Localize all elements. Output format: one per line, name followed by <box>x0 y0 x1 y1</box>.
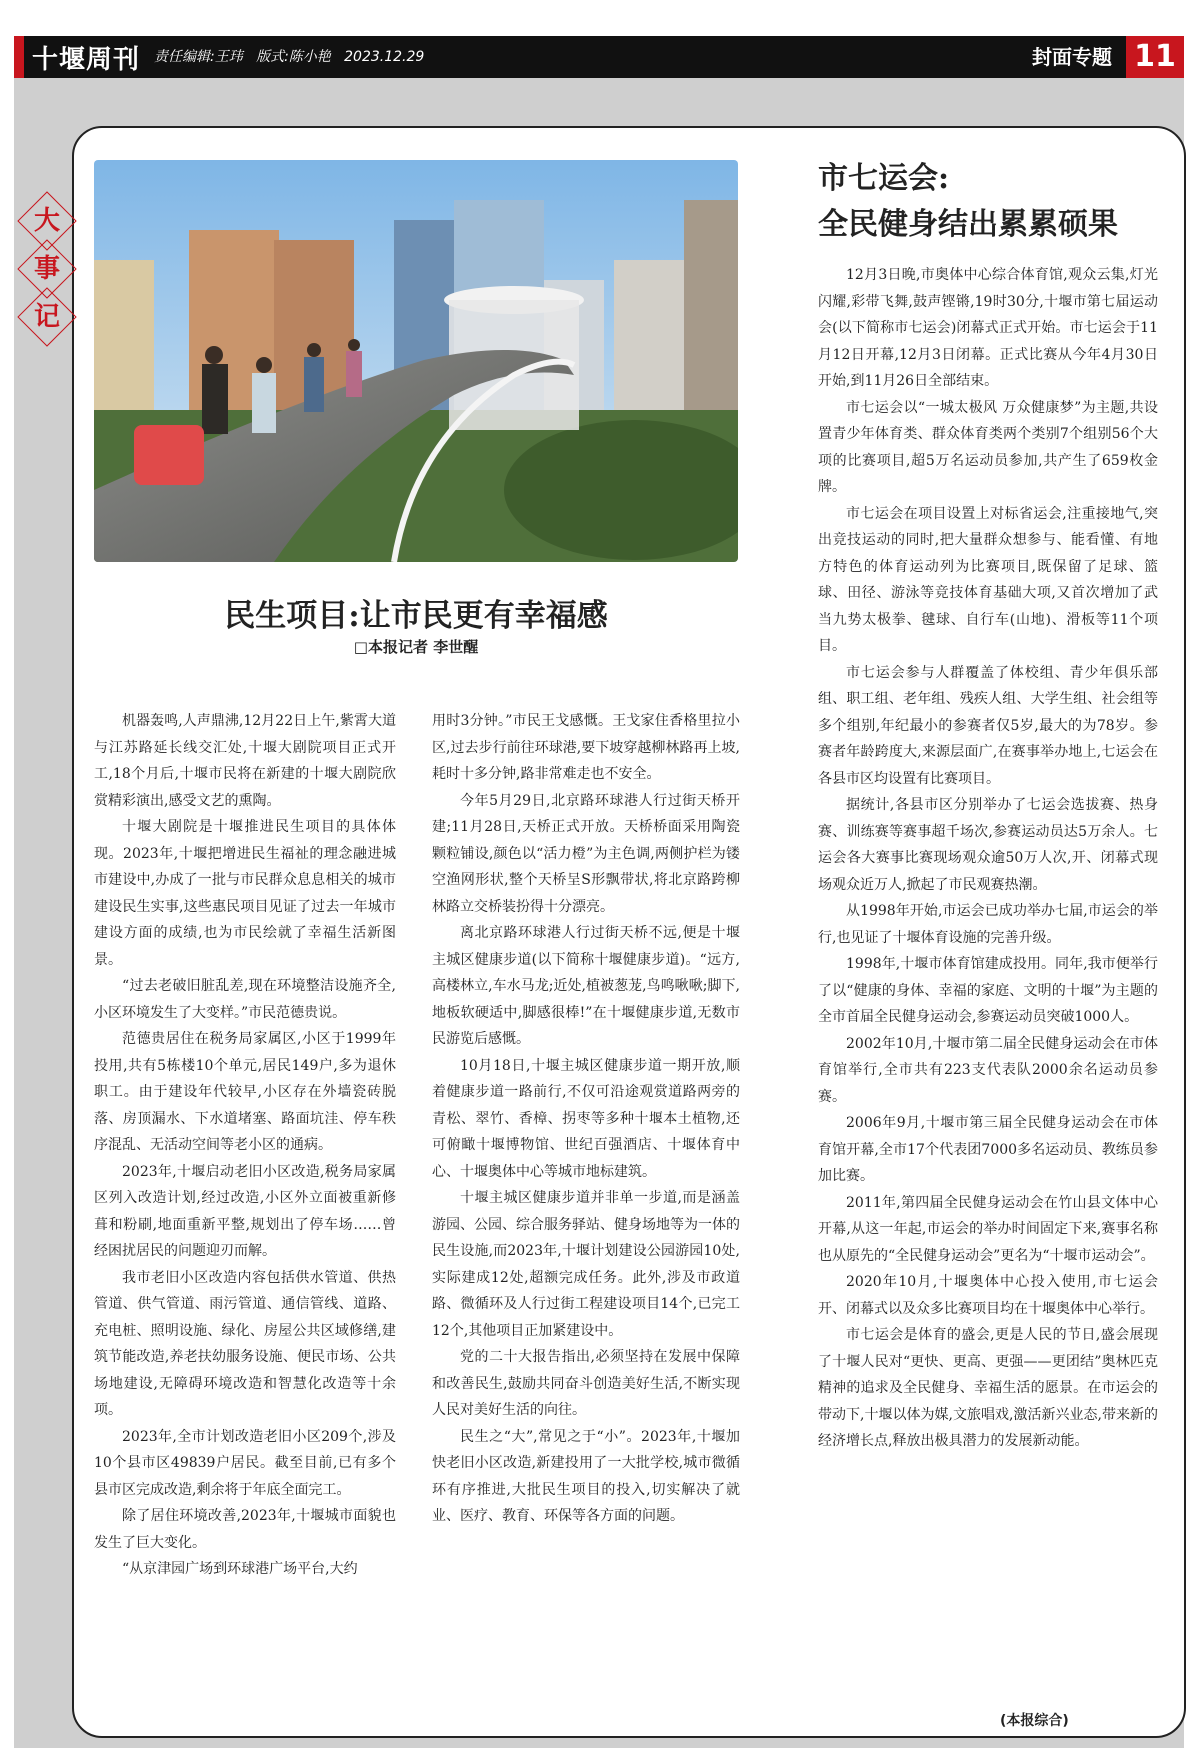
paragraph: 机器轰鸣,人声鼎沸,12月22日上午,紫霄大道与江苏路延长线交汇处,十堰大剧院项目正式开工,18个月后,十堰市民将在新建的十堰大剧院欣赏精彩演出,感受文艺的熏陶。 <box>94 713 396 809</box>
right-story-title <box>818 156 1148 248</box>
page-number: 11 <box>1126 36 1184 78</box>
paragraph: 今年5月29日,北京路环球港人行过街天桥开建;11月28日,天桥正式开放。天桥桥面采用陶瓷颗粒铺设,颜色以“活力橙”为主色调,两侧护栏为镂空渔网形状,整个天桥呈S形飘带状,将北京路跨柳林路立交桥装扮得十分漂亮。 <box>432 792 740 915</box>
paragraph: 市七运会参与人群覆盖了体校组、青少年俱乐部组、职工组、老年组、残疾人组、大学生组、社会组等多个组别,年纪最小的参赛者仅5岁,最大的为78岁。参赛者年龄跨度大,来源层面广,在赛事举办地上,七运会在各县市区均设置有比赛项目。 <box>818 664 1158 787</box>
side-label-char: 事 <box>17 239 76 298</box>
paragraph: 据统计,各县市区分别举办了七运会选拔赛、热身赛、训练赛等赛事超千场次,参赛运动员达5万余人。七运会各大赛事比赛现场观众逾50万人次,开、闭幕式现场观众近万人,掀起了市民观赛热潮。 <box>818 797 1158 893</box>
paragraph: 民生之“大”,常见之于“小”。2023年,十堰加快老旧小区改造,新建投用了一大批学校,城市微循环有序推进,大批民生项目的投入,切实解决了就业、医疗、教育、环保等各方面的问题。 <box>432 1428 740 1524</box>
side-label-char: 大 <box>17 191 76 250</box>
paragraph: 2023年,十堰启动老旧小区改造,税务局家属区列入改造计划,经过改造,小区外立面被重新修葺和粉刷,地面重新平整,规划出了停车场……曾经困扰居民的问题迎刃而解。 <box>94 1163 396 1259</box>
paragraph: 党的二十大报告指出,必须坚持在发展中保障和改善民生,鼓励共同奋斗创造美好生活,不断实现人民对美好生活的向往。 <box>432 1349 740 1418</box>
publication-brand <box>14 36 140 78</box>
paragraph: 我市老旧小区改造内容包括供水管道、供热管道、供气管道、雨污管道、通信管线、道路、充电桩、照明设施、绿化、房屋公共区域修缮,建筑节能改造,养老扶幼服务设施、便民市场、公共场地建设,无障碍环境改造和智慧化改造等十余项。 <box>94 1269 396 1418</box>
paragraph: 市七运会以“一城太极风 万众健康梦”为主题,共设置青少年体育类、群众体育类两个类别7个组别56个大项的比赛项目,超5万名运动员参加,共产生了659枚金牌。 <box>818 399 1158 495</box>
right-story-title-line2: 全民健身结出累累硕果 <box>818 207 1118 242</box>
paragraph: 12月3日晚,市奥体中心综合体育馆,观众云集,灯光闪耀,彩带飞舞,鼓声铿锵,19时30分,十堰市第七届运动会(以下简称市七运会)闭幕式正式开始。市七运会于11月12日开幕,12月3日闭幕。正式比赛从今年4月30日开始,到11月26日全部结束。 <box>818 267 1158 389</box>
paragraph: 2020年10月,十堰奥体中心投入使用,市七运会开、闭幕式以及众多比赛项目均在十堰奥体中心举行。 <box>818 1274 1158 1317</box>
page-header <box>14 36 1184 78</box>
right-story-signoff: (本报综合) <box>1000 1713 1069 1729</box>
paragraph: 十堰大剧院是十堰推进民生项目的具体体现。2023年,十堰把增进民生福祉的理念融进城市建设中,办成了一批与市民群众息息相关的城市建设民生实事,这些惠民项目见证了过去一年城市建设方面的成绩,也为市民绘就了幸福生活新图景。 <box>94 819 396 968</box>
skywalk-photo <box>94 160 738 562</box>
paragraph: 市七运会是体育的盛会,更是人民的节日,盛会展现了十堰人民对“更快、更高、更强——更团结”奥林匹克精神的追求及全民健身、幸福生活的愿景。在市运会的带动下,十堰以体为媒,文旅唱戏,激活新兴业态,带来新的经济增长点,释放出极具潜力的发展新动能。 <box>818 1327 1158 1449</box>
left-story-column-1 <box>94 708 396 1583</box>
right-story-title-line1: 市七运会: <box>818 161 950 196</box>
paragraph: 1998年,十堰市体育馆建成投用。同年,我市便举行了以“健康的身体、幸福的家庭、文明的十堰”为主题的全市首届全民健身运动会,参赛运动员突破1000人。 <box>818 956 1158 1025</box>
paragraph: 2011年,第四届全民健身运动会在竹山县文体中心开幕,从这一年起,市运会的举办时间固定下来,赛事名称也从原先的“全民健身运动会”更名为“十堰市运动会”。 <box>818 1194 1158 1264</box>
left-story-column-2 <box>432 708 740 1530</box>
paragraph: 10月18日,十堰主城区健康步道一期开放,顺着健康步道一路前行,不仅可沿途观赏道路两旁的青松、翠竹、香樟、拐枣等多种十堰本土植物,还可俯瞰十堰博物馆、世纪百强酒店、十堰体育中心、十堰奥体中心等城市地标建筑。 <box>432 1057 740 1180</box>
brand-tag <box>14 36 24 78</box>
paragraph: 十堰主城区健康步道并非单一步道,而是涵盖游园、公园、综合服务驿站、健身场地等为一体的民生设施,而2023年,十堰计划建设公园游园10处,实际建成12处,超额完成任务。此外,涉及市政道路、微循环及人行过街工程建设项目14个,已完工12个,其他项目正加紧建设中。 <box>432 1190 740 1339</box>
section-title: 封面专题 <box>1032 45 1112 69</box>
paragraph: 除了居住环境改善,2023年,十堰城市面貌也发生了巨大变化。 <box>94 1508 396 1551</box>
paragraph: 市七运会在项目设置上对标省运会,注重接地气,突出竞技运动的同时,把大量群众想参与、能看懂、有地方特色的体育运动列为比赛项目,既保留了足球、篮球、田径、游泳等竞技体育基础大项,又首次增加了武当九势太极拳、毽球、自行车(山地)、滑板等11个项目。 <box>818 505 1158 654</box>
skywalk-photo-illustration <box>94 160 738 562</box>
paragraph: 离北京路环球港人行过街天桥不远,便是十堰主城区健康步道(以下简称十堰健康步道)。“远方,高楼林立,车水马龙;近处,植被葱茏,鸟鸣啾啾;脚下,地板软硬适中,脚感很棒!”在十堰健康步道,无数市民游览后感慨。 <box>432 925 740 1047</box>
paragraph: 2002年10月,十堰市第二届全民健身运动会在市体育馆举行,全市共有223支代表队2000余名运动员参赛。 <box>818 1035 1158 1105</box>
paragraph: 用时3分钟。”市民王戈感慨。王戈家住香格里拉小区,过去步行前往环球港,要下坡穿越柳林路再上坡,耗时十多分钟,路非常难走也不安全。 <box>432 713 740 782</box>
paragraph: “从京津园广场到环球港广场平台,大约 <box>122 1561 358 1577</box>
paragraph: 2006年9月,十堰市第三届全民健身运动会在市体育馆开幕,全市17个代表团7000多名运动员、教练员参加比赛。 <box>818 1115 1158 1184</box>
paragraph: 范德贵居住在税务局家属区,小区于1999年投用,共有5栋楼10个单元,居民149户,多为退休职工。由于建设年代较早,小区存在外墙瓷砖脱落、房顶漏水、下水道堵塞、路面坑洼、停车秩序混乱、无活动空间等老小区的通病。 <box>94 1031 396 1153</box>
paragraph: 从1998年开始,市运会已成功举办七届,市运会的举行,也见证了十堰体育设施的完善升级。 <box>818 903 1158 946</box>
left-story-title: 民生项目:让市民更有幸福感 <box>224 598 608 634</box>
paragraph: “过去老破旧脏乱差,现在环境整洁设施齐全,小区环境发生了大变样。”市民范德贵说。 <box>94 978 396 1021</box>
side-label-char: 记 <box>17 287 76 346</box>
editor-credits: 责任编辑:王玮 版式:陈小艳 2023.12.29 <box>154 49 425 65</box>
paragraph: 2023年,全市计划改造老旧小区209个,涉及10个县市区49839户居民。截至目前,已有多个县市区完成改造,剩余将于年底全面完工。 <box>94 1428 396 1498</box>
publication-name: 十堰周刊 <box>32 44 141 75</box>
left-story-byline: □本报记者 李世醒 <box>353 638 479 656</box>
right-story-column <box>818 262 1158 1455</box>
